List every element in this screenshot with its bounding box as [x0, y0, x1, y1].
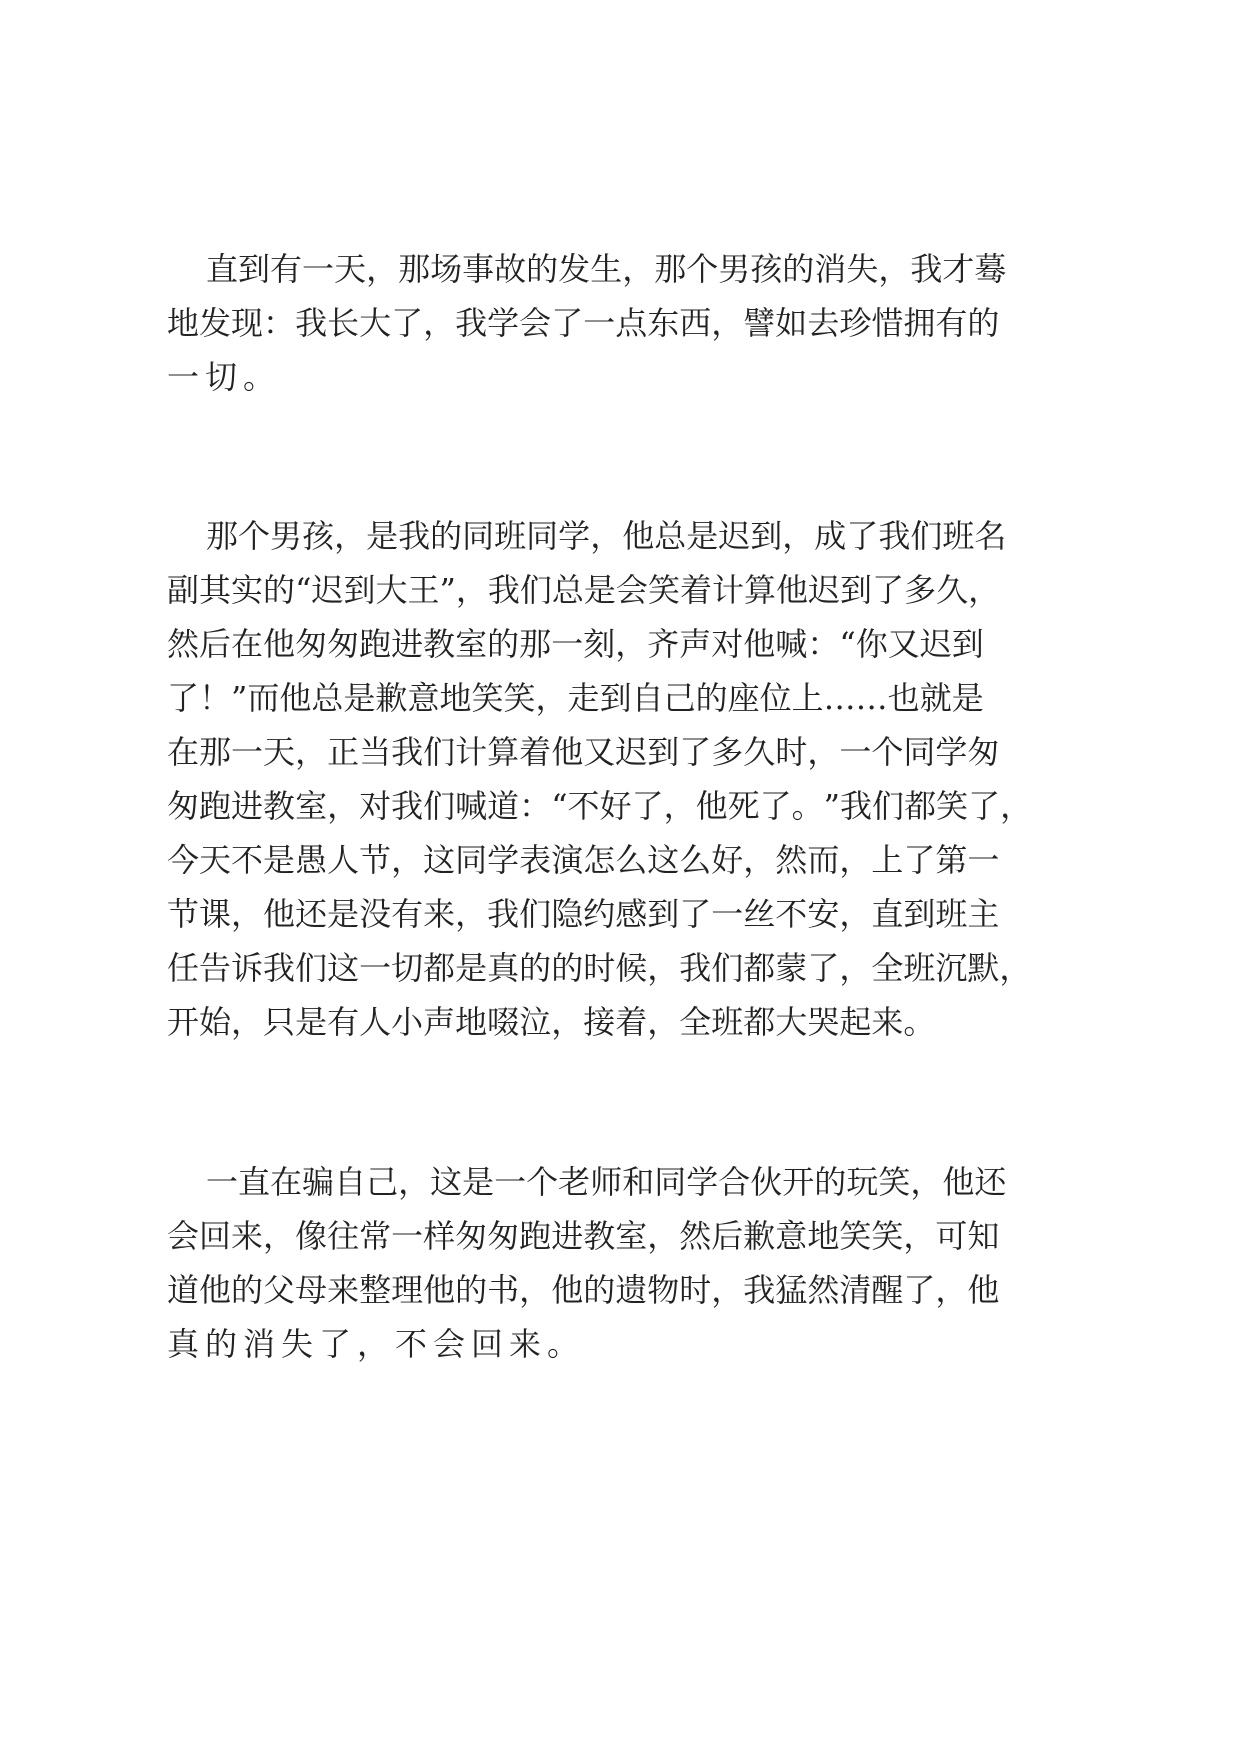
text-line: 一 直 在 骗 自 己 ， 这 是 一 个 老 师 和 同 学 合 伙 开 的 玩 笑 ， 他 还: [206, 1163, 1007, 1201]
text-line: 开 始 ， 只 是 有 人 小 声 地 啜 泣 ， 接 着 ， 全 班 都 大 哭 起 来 。: [167, 1003, 936, 1041]
text-line: 地 发 现 ： 我 长 大 了 ， 我 学 会 了 一 点 东 西 ， 譬 如 去 珍 惜 拥 有 的: [167, 304, 1000, 342]
text-line: 真的消失了，不会回来。: [167, 1325, 586, 1363]
text-line: 匆 跑 进 教 室 ， 对 我 们 喊 道 ： “ 不 好 了 ， 他 死 了 。 ” 我 们 都 笑 了 ，: [167, 787, 1033, 825]
text-line: 今 天 不 是 愚 人 节 ， 这 同 学 表 演 怎 么 这 么 好 ， 然 而 ， 上 了 第 一: [167, 841, 1000, 879]
text-line: 在 那 一 天 ， 正 当 我 们 计 算 着 他 又 迟 到 了 多 久 时 ， 一 个 同 学 匆: [167, 733, 1000, 771]
text-line: 那 个 男 孩 ， 是 我 的 同 班 同 学 ， 他 总 是 迟 到 ， 成 了 我 们 班 名: [206, 517, 1007, 555]
text-line: 会 回 来 ， 像 往 常 一 样 匆 匆 跑 进 教 室 ， 然 后 歉 意 地 笑 笑 ， 可 知: [167, 1217, 1000, 1255]
text-line: 节 课 ， 他 还 是 没 有 来 ， 我 们 隐 约 感 到 了 一 丝 不 安 ， 直 到 班 主: [167, 895, 1000, 933]
text-line: 道 他 的 父 母 来 整 理 他 的 书 ， 他 的 遗 物 时 ， 我 猛 然 清 醒 了 ， 他: [167, 1271, 1000, 1309]
text-line: 直 到 有 一 天 ， 那 场 事 故 的 发 生 ， 那 个 男 孩 的 消 失 ， 我 才 蓦: [206, 250, 1007, 288]
text-line: 然 后 在 他 匆 匆 跑 进 教 室 的 那 一 刻 ， 齐 声 对 他 喊 ： “ 你 又 迟 到: [167, 625, 984, 663]
text-line: 副 其 实 的 “ 迟 到 大 王 ” ， 我 们 总 是 会 笑 着 计 算 他 迟 到 了 多 久 ，: [167, 571, 1001, 609]
text-line: 任 告 诉 我 们 这 一 切 都 是 真 的 的 时 候 ， 我 们 都 蒙 了 ， 全 班 沉 默 ，: [167, 949, 1032, 987]
text-line: 了 ！ ” 而 他 总 是 歉 意 地 笑 笑 ， 走 到 自 己 的 座 位 上 … … 也 就 是: [167, 679, 984, 717]
text-line: 一切。: [167, 358, 282, 396]
